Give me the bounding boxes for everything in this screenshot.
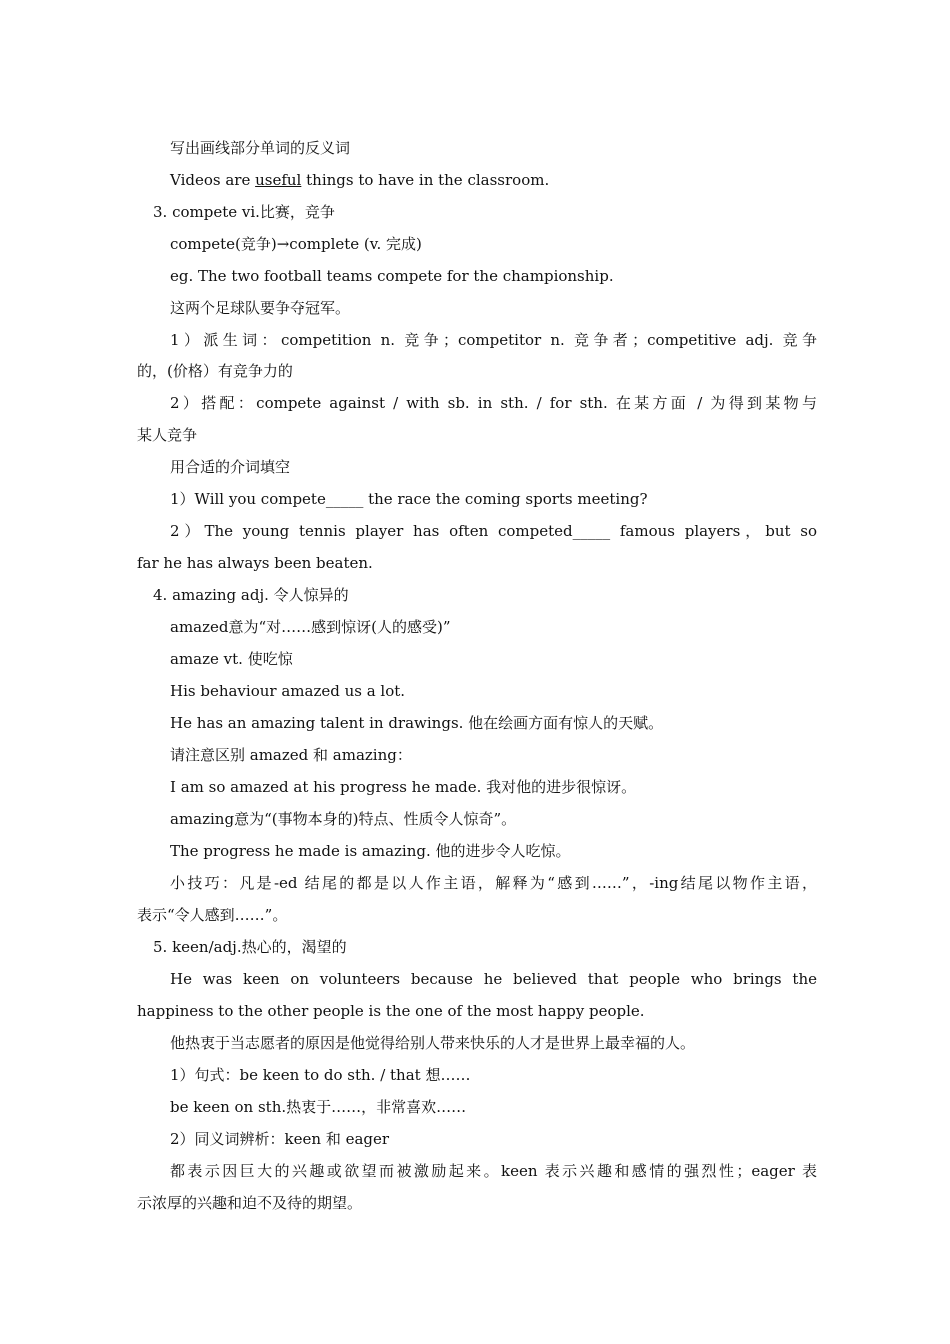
synonym-line-1: 都表示因巨大的兴趣或欲望而被激励起来。keen 表示兴趣和感情的强烈性；eager 表 bbox=[170, 1162, 817, 1180]
underlined-word: useful bbox=[255, 171, 302, 189]
compete-complete-note: compete(竞争)→complete (v. 完成) bbox=[170, 235, 422, 253]
example-keen-line-2: happiness to the other people is the one of the most happy people. bbox=[137, 1002, 645, 1020]
example-amazing-progress: The progress he made is amazing. 他的进步令人吃惊。 bbox=[170, 842, 571, 860]
synonym-heading: 2）同义词辨析：keen 和 eager bbox=[170, 1130, 390, 1148]
exercise-1: 1）Will you compete_____ the race the coming sports meeting? bbox=[170, 490, 648, 508]
collocation-line-1: 2）搭配：compete against / with sb. in sth. / for sth. 在某方面 / 为得到某物与 bbox=[170, 394, 817, 412]
synonym-line-2: 示浓厚的兴趣和迫不及待的期望。 bbox=[137, 1194, 363, 1212]
example-keen-line-1: He was keen on volunteers because he believed that people who brings the bbox=[170, 970, 817, 988]
amaze-meaning: amaze vt. 使吃惊 bbox=[170, 650, 293, 668]
useful-sentence-before: Videos are bbox=[170, 171, 256, 189]
example-compete: eg. The two football teams compete for the championship. bbox=[170, 267, 614, 285]
tip-line-2: 表示“令人感到……”。 bbox=[137, 906, 288, 924]
instruction-preposition: 用合适的介词填空 bbox=[170, 458, 291, 476]
example-amaze: His behaviour amazed us a lot. bbox=[170, 682, 406, 700]
example-amazed-progress: I am so amazed at his progress he made. 我对他的进步很惊讶。 bbox=[170, 778, 637, 796]
amazed-meaning: amazed意为“对……感到惊讶(人的感受)” bbox=[170, 618, 451, 636]
exercise-2-line-1: 2）The young tennis player has often competed_____ famous players，but so bbox=[170, 522, 817, 540]
pattern-keen-on: be keen on sth.热衷于……，非常喜欢…… bbox=[170, 1098, 467, 1116]
heading-amazing: 4. amazing adj. 令人惊异的 bbox=[153, 586, 349, 604]
instruction-antonym: 写出画线部分单词的反义词 bbox=[170, 139, 351, 157]
example-amazing-talent: He has an amazing talent in drawings. 他在绘画方面有惊人的天赋。 bbox=[170, 714, 664, 732]
amazing-meaning: amazing意为“(事物本身的)特点、性质令人惊奇”。 bbox=[170, 810, 517, 828]
collocation-line-2: 某人竞争 bbox=[137, 426, 198, 444]
pattern-keen-to: 1）句式：be keen to do sth. / that 想…… bbox=[170, 1066, 471, 1084]
tip-line-1: 小技巧：凡是-ed 结尾的都是以人作主语，解释为“感到……”，-ing结尾以物作主语， bbox=[170, 874, 817, 892]
derivatives-line-2: 的，(价格）有竞争力的 bbox=[137, 362, 293, 380]
example-compete-translation: 这两个足球队要争夺冠军。 bbox=[170, 299, 351, 317]
derivatives-line-1: 1）派生词：competition n. 竞争；competitor n. 竞争者；competitive adj. 竞争 bbox=[170, 331, 817, 349]
heading-compete: 3. compete vi.比赛，竞争 bbox=[153, 203, 335, 221]
example-sentence-useful bbox=[170, 170, 817, 190]
distinguish-note: 请注意区别 amazed 和 amazing： bbox=[170, 746, 412, 764]
useful-sentence-after: things to have in the classroom. bbox=[301, 171, 550, 189]
exercise-2-line-2: far he has always been beaten. bbox=[137, 554, 373, 572]
heading-keen: 5. keen/adj.热心的，渴望的 bbox=[153, 938, 347, 956]
example-keen-translation: 他热衷于当志愿者的原因是他觉得给别人带来快乐的人才是世界上最幸福的人。 bbox=[170, 1034, 696, 1052]
